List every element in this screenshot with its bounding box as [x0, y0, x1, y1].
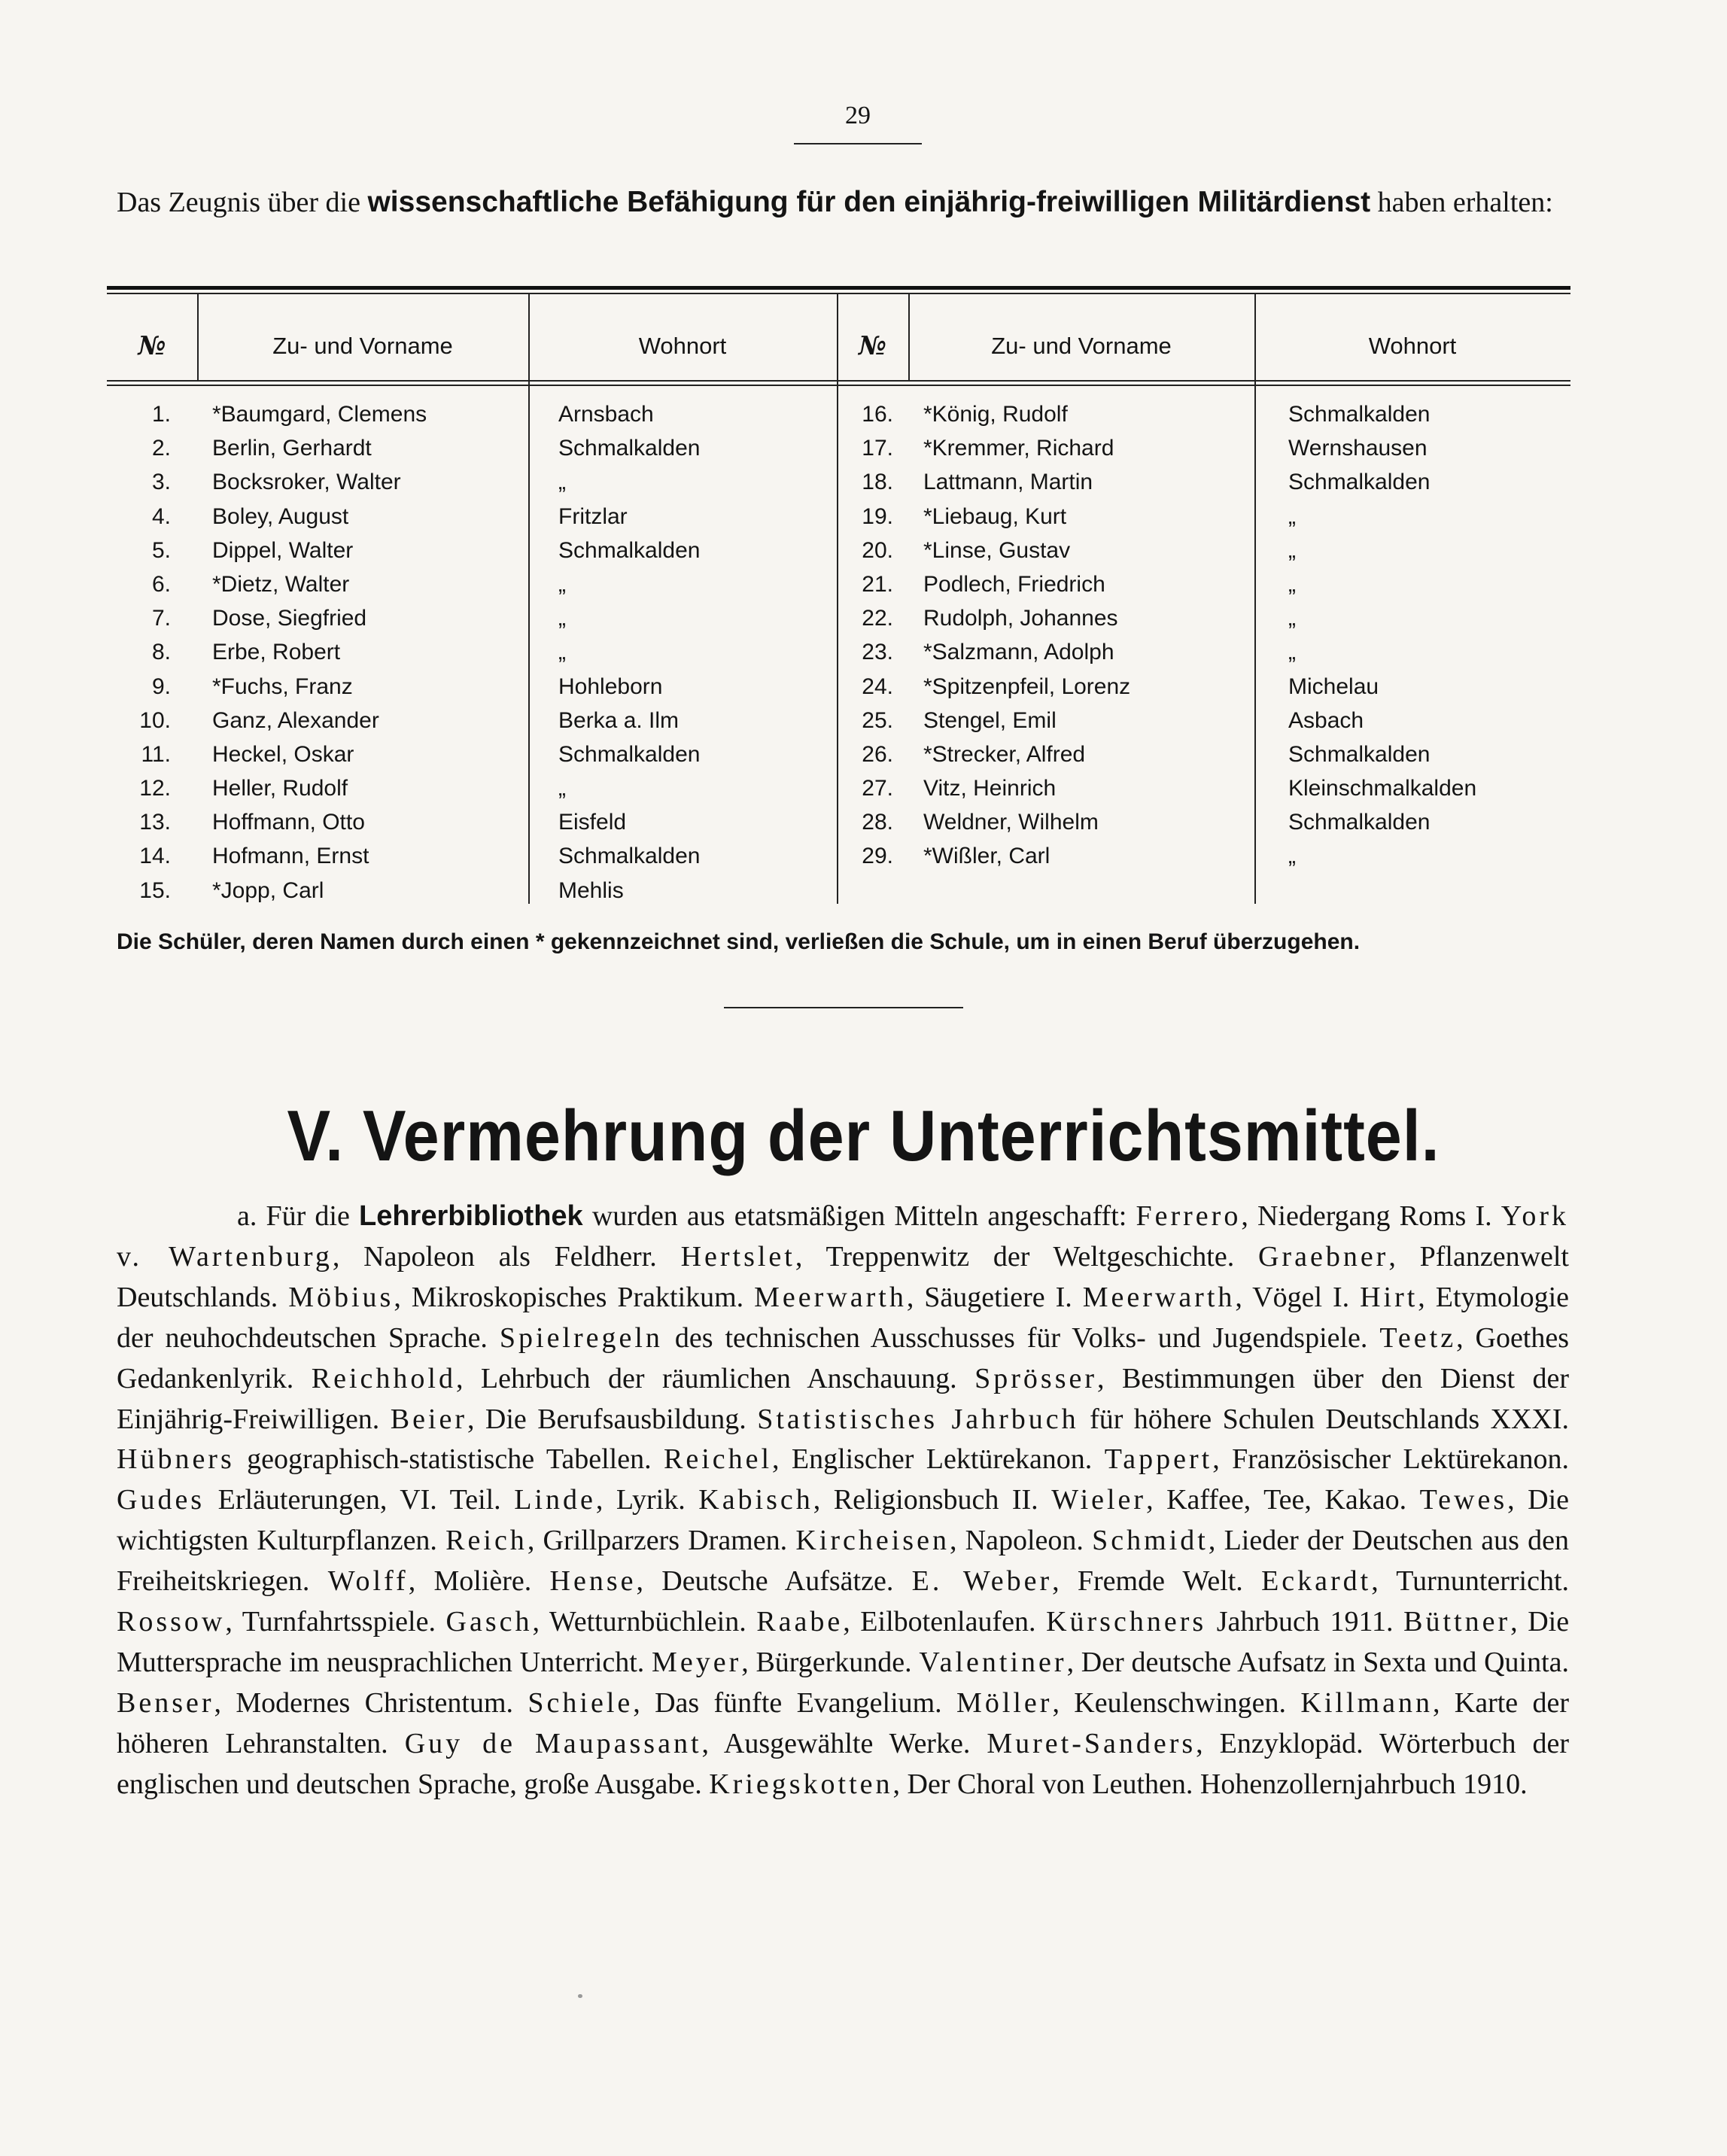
student-residence: Arnsbach — [558, 402, 654, 427]
intro-text-start: Das Zeugnis über die — [117, 187, 360, 218]
author: Gudes — [117, 1484, 205, 1516]
student-name: Stengel, Emil — [923, 707, 1057, 733]
header-number-right: № — [859, 331, 886, 361]
row-number: 20. — [862, 537, 893, 563]
header-residence-right: Wohnort — [1368, 333, 1457, 359]
title: , Das fünfte Evangelium. — [633, 1686, 942, 1719]
title: , Lyrik. — [595, 1484, 686, 1516]
title: des technischen Ausschusses für Volks- und Jugendspiele. — [674, 1321, 1368, 1354]
intro-text-end: haben erhalten: — [1377, 187, 1553, 218]
row-number: 25. — [862, 707, 893, 733]
student-residence: Fritzlar — [558, 503, 628, 529]
author: Spielregeln — [499, 1321, 663, 1354]
author: Valentiner — [919, 1646, 1067, 1678]
row-number: 11. — [141, 741, 171, 767]
title: , Vögel I. — [1235, 1281, 1350, 1313]
row-number: 28. — [862, 810, 893, 835]
table-row — [107, 635, 1570, 669]
title: , Treppenwitz der Weltgeschichte. — [795, 1240, 1235, 1273]
row-number: 21. — [862, 571, 893, 597]
row-number: 23. — [862, 640, 893, 665]
row-number: 2. — [151, 436, 171, 461]
author: Linde — [514, 1484, 596, 1516]
student-name: Berlin, Gerhardt — [212, 436, 372, 461]
student-name: *Baumgard, Clemens — [212, 402, 427, 427]
footnote: Die Schüler, deren Namen durch einen * gekennzeichnet sind, verließen die Schule, um in einen Beruf überzugehen. — [117, 929, 1361, 954]
student-residence: „ — [1288, 606, 1296, 631]
author: Eckardt — [1261, 1565, 1372, 1598]
table-row — [107, 397, 1570, 431]
student-residence: Schmalkalden — [1288, 810, 1431, 835]
author: Schiele — [528, 1686, 634, 1719]
author: Kabisch — [698, 1484, 813, 1516]
row-number: 7. — [151, 606, 171, 631]
author: Reichhold — [311, 1362, 456, 1394]
title: , Kaffee, Tee, Kakao. — [1146, 1484, 1407, 1516]
title: , Pflanzenwelt Deutschlands. — [117, 1240, 1569, 1313]
row-number: 13. — [139, 810, 171, 835]
author: Wieler — [1051, 1484, 1147, 1516]
title: , Turnfahrtsspiele. — [225, 1606, 436, 1638]
student-residence: „ — [558, 571, 566, 597]
table-row — [107, 431, 1570, 465]
row-number: 5. — [151, 537, 171, 563]
row-number: 26. — [862, 741, 893, 767]
print-speck — [578, 1994, 582, 1998]
title: für höhere Schulen Deutschlands XXXI. — [1090, 1403, 1570, 1435]
author: Möller — [956, 1686, 1053, 1719]
author: Reich — [445, 1525, 528, 1557]
author: Hertslet — [680, 1240, 795, 1273]
title: , Mikroskopisches Praktikum. — [394, 1281, 744, 1313]
author: Killmann — [1300, 1686, 1433, 1719]
student-name: Bocksroker, Walter — [212, 470, 401, 495]
row-number: 27. — [862, 776, 893, 801]
student-residence: Hohleborn — [558, 674, 663, 699]
table-row — [107, 771, 1570, 805]
title: , Bestimmungen über den Dienst der Einjährig-Freiwilligen. — [117, 1362, 1569, 1435]
student-residence: Schmalkalden — [1288, 402, 1431, 427]
student-residence: Berka a. Ilm — [558, 707, 680, 733]
author: Meerwarth — [754, 1281, 907, 1313]
page-number: 29 — [845, 102, 871, 129]
author: Wolff — [327, 1565, 409, 1598]
student-name: Hofmann, Ernst — [212, 844, 369, 869]
section-divider — [724, 1007, 963, 1008]
student-name: *Dietz, Walter — [212, 571, 350, 597]
table-header-rule-double — [107, 385, 1570, 386]
library-acquisitions-paragraph — [117, 1197, 1569, 1805]
title: , Goethes Gedankenlyrik. — [117, 1321, 1570, 1394]
table-top-rule — [107, 286, 1570, 290]
student-residence: „ — [1288, 503, 1296, 529]
row-number: 4. — [151, 503, 171, 529]
row-number: 24. — [862, 674, 893, 699]
row-number: 9. — [151, 674, 171, 699]
title: , Molière. — [408, 1565, 532, 1598]
student-name: Dippel, Walter — [212, 537, 354, 563]
author: Statistisches Jahrbuch — [757, 1403, 1079, 1435]
title: , Napoleon. — [949, 1525, 1084, 1557]
student-name: *Liebaug, Kurt — [923, 503, 1067, 529]
student-residence: Schmalkalden — [558, 436, 701, 461]
student-name: Ganz, Alexander — [212, 707, 379, 733]
header-name-right: Zu- und Vorname — [991, 333, 1172, 359]
author: Muret-Sanders — [987, 1727, 1196, 1759]
student-residence: Michelau — [1288, 674, 1379, 699]
student-name: *Salzmann, Adolph — [923, 640, 1114, 665]
table-row — [107, 874, 1570, 908]
title: Jahrbuch 1911. — [1216, 1606, 1394, 1638]
row-number: 1. — [151, 402, 171, 427]
table-row — [107, 500, 1570, 534]
table-row — [107, 601, 1570, 635]
student-residence: „ — [558, 606, 566, 631]
student-residence: Schmalkalden — [558, 741, 701, 767]
author: Gasch — [445, 1606, 533, 1638]
student-residence: „ — [558, 776, 566, 801]
graduates-table — [107, 286, 1570, 911]
student-residence: Schmalkalden — [1288, 470, 1431, 495]
author: Sprösser — [974, 1362, 1098, 1394]
title: , Lehrbuch der räumlichen Anschauung. — [455, 1362, 957, 1394]
table-header-rule — [107, 380, 1570, 382]
table-row — [107, 704, 1570, 737]
table-row — [107, 839, 1570, 873]
title: , Der deutsche Aufsatz in Sexta und Quinta. — [1066, 1646, 1570, 1678]
student-name: Heckel, Oskar — [212, 741, 354, 767]
author: Möbius — [288, 1281, 394, 1313]
title: , Fremde Welt. — [1052, 1565, 1243, 1598]
table-row — [107, 567, 1570, 601]
table-row — [107, 670, 1570, 704]
student-residence: Eisfeld — [558, 810, 627, 835]
row-number: 12. — [139, 776, 171, 801]
student-residence: „ — [558, 640, 566, 665]
author: Graebner — [1257, 1240, 1389, 1273]
student-residence: „ — [1288, 537, 1296, 563]
title: , Französischer Lektürekanon. — [1212, 1443, 1570, 1476]
student-name: *Kremmer, Richard — [923, 436, 1114, 461]
header-name-left: Zu- und Vorname — [272, 333, 453, 359]
row-number: 8. — [151, 640, 171, 665]
title: , Grillparzers Dramen. — [527, 1525, 788, 1557]
student-name: Vitz, Heinrich — [923, 776, 1057, 801]
student-residence: Asbach — [1288, 707, 1364, 733]
student-name: *Jopp, Carl — [212, 877, 324, 903]
student-residence: Schmalkalden — [558, 537, 701, 563]
author: Hübners — [117, 1443, 235, 1476]
title: , Die Berufsausbildung. — [467, 1403, 746, 1435]
title: , Die Muttersprache im neusprachlichen Unterricht. — [117, 1606, 1570, 1678]
intro-paragraph — [117, 181, 1565, 224]
author: Raabe — [756, 1606, 844, 1638]
text: wurden aus etatsmäßigen Mitteln angeschafft: — [591, 1200, 1127, 1232]
student-name: Dose, Siegfried — [212, 606, 367, 631]
table-row — [107, 465, 1570, 499]
row-number: 29. — [862, 844, 893, 869]
title: , Deutsche Aufsätze. — [636, 1565, 894, 1598]
title: , Niedergang Roms I. — [1241, 1200, 1492, 1232]
title: geographisch-statistische Tabellen. — [247, 1443, 652, 1476]
author: York v. Wartenburg — [117, 1200, 1570, 1273]
author: Kircheisen — [795, 1525, 950, 1557]
student-name: Rudolph, Johannes — [923, 606, 1118, 631]
bold-term: Lehrerbibliothek — [358, 1200, 583, 1232]
title: , Säugetiere I. — [906, 1281, 1072, 1313]
title: , Keulenschwingen. — [1052, 1686, 1287, 1719]
author: Meyer — [652, 1646, 742, 1678]
section-heading: V. Vermehrung der Unterrichtsmittel. — [287, 1096, 1440, 1176]
table-body — [107, 397, 1570, 908]
row-number: 10. — [139, 707, 171, 733]
student-name: Lattmann, Martin — [923, 470, 1093, 495]
author: Kürschners — [1046, 1606, 1207, 1638]
title: , Napoleon als Feldherr. — [332, 1240, 657, 1273]
author: Beier — [390, 1403, 468, 1435]
student-residence: Mehlis — [558, 877, 624, 903]
title: , Ausgewählte Werke. — [701, 1727, 971, 1759]
title: , Die wichtigsten Kulturpflanzen. — [117, 1484, 1570, 1557]
row-number: 15. — [139, 877, 171, 903]
table-row — [107, 805, 1570, 839]
author: Kriegskotten — [709, 1768, 893, 1800]
student-residence: „ — [1288, 844, 1296, 869]
student-residence: Wernshausen — [1288, 436, 1428, 461]
author: Tewes — [1419, 1484, 1508, 1516]
student-name: Hoffmann, Otto — [212, 810, 365, 835]
student-name: Weldner, Wilhelm — [923, 810, 1099, 835]
title: , Bürgerkunde. — [741, 1646, 912, 1678]
author: Hense — [549, 1565, 637, 1598]
author: Rossow — [117, 1606, 226, 1638]
author: Ferrero — [1136, 1200, 1242, 1232]
student-residence: Kleinschmalkalden — [1288, 776, 1477, 801]
title: , Der Choral von Leuthen. — [892, 1768, 1193, 1800]
student-name: Erbe, Robert — [212, 640, 341, 665]
intro-bold-text: wissenschaftliche Befähigung für den einjährig-freiwilligen Militärdienst — [367, 186, 1371, 218]
table-row — [107, 737, 1570, 771]
row-number: 18. — [862, 470, 893, 495]
table-top-rule-thin — [107, 293, 1570, 294]
student-name: *Wißler, Carl — [923, 844, 1050, 869]
title: , Wetturnbüchlein. — [532, 1606, 746, 1638]
student-name: Podlech, Friedrich — [923, 571, 1105, 597]
row-number: 14. — [139, 844, 171, 869]
title: , Eilbotenlaufen. — [843, 1606, 1036, 1638]
title: , Religionsbuch II. — [813, 1484, 1038, 1516]
student-name: *Fuchs, Franz — [212, 674, 353, 699]
table-row — [107, 534, 1570, 567]
student-name: *Strecker, Alfred — [923, 741, 1086, 767]
author: E. Weber — [911, 1565, 1053, 1598]
student-name: Heller, Rudolf — [212, 776, 348, 801]
title: , Lieder der Deutschen aus den Freiheitskriegen. — [117, 1525, 1570, 1598]
student-name: Boley, August — [212, 503, 349, 529]
row-number: 6. — [151, 571, 171, 597]
row-number: 22. — [862, 606, 893, 631]
row-number: 19. — [862, 503, 893, 529]
header-number-left: № — [138, 331, 166, 361]
author: Tappert — [1104, 1443, 1213, 1476]
row-number: 3. — [151, 470, 171, 495]
row-number: 16. — [862, 402, 893, 427]
title: , Modernes Christentum. — [214, 1686, 514, 1719]
student-name: *Spitzenpfeil, Lorenz — [923, 674, 1131, 699]
title: , Karte der höheren Lehranstalten. — [117, 1686, 1570, 1759]
title: , Turnunterricht. — [1371, 1565, 1570, 1598]
student-name: *König, Rudolf — [923, 402, 1068, 427]
title: , Englischer Lektürekanon. — [772, 1443, 1093, 1476]
student-residence: „ — [1288, 640, 1296, 665]
title: Erläuterungen, VI. Teil. — [217, 1484, 501, 1516]
author: Teetz — [1379, 1321, 1457, 1354]
page-number-rule — [794, 143, 922, 144]
author: Guy de Maupassant — [404, 1727, 702, 1759]
student-residence: „ — [1288, 571, 1296, 597]
author: Büttner — [1403, 1606, 1511, 1638]
author: Benser — [117, 1686, 214, 1719]
text: a. Für die — [237, 1200, 350, 1232]
student-name: *Linse, Gustav — [923, 537, 1071, 563]
header-residence-left: Wohnort — [638, 333, 727, 359]
author: Meerwarth — [1082, 1281, 1236, 1313]
row-number: 17. — [862, 436, 893, 461]
author: Reichel — [663, 1443, 773, 1476]
author: Schmidt — [1092, 1525, 1209, 1557]
title: Hohenzollernjahrbuch 1910. — [1199, 1768, 1528, 1800]
title: , Enzyklopäd. Wörterbuch der englischen und deutschen Sprache, große Ausgabe. — [117, 1727, 1569, 1800]
student-residence: „ — [558, 470, 566, 495]
student-residence: Schmalkalden — [1288, 741, 1431, 767]
title: , Etymologie der neuhochdeutschen Sprache. — [117, 1281, 1570, 1354]
author: Hirt — [1360, 1281, 1418, 1313]
student-residence: Schmalkalden — [558, 844, 701, 869]
